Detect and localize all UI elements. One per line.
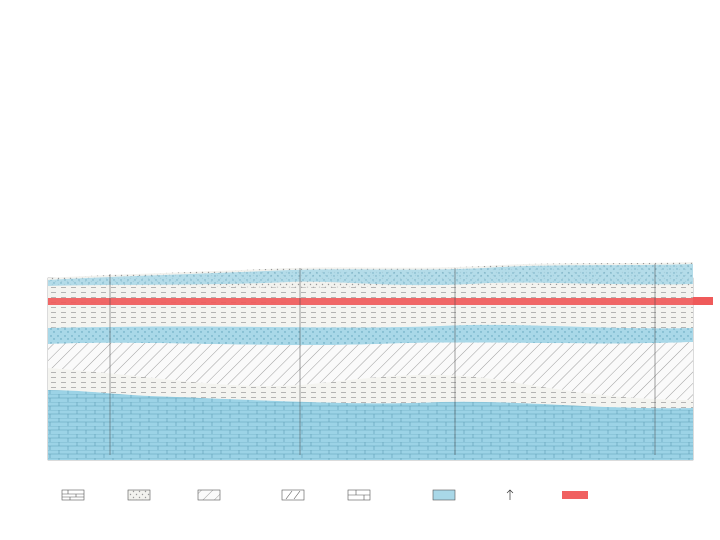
legend [62, 490, 588, 500]
geological-section-drawing [0, 250, 720, 540]
legend-item-loam [198, 490, 220, 500]
clay-layer [48, 305, 693, 328]
legend-item-limestone [348, 490, 370, 500]
soil-layers [48, 262, 693, 460]
tunnel-mark-tag [693, 297, 713, 305]
legend-item-head-pressure [507, 490, 513, 500]
legend-item-sand [128, 490, 150, 500]
legend-item-peat [62, 490, 84, 500]
designed-placement-contour [48, 298, 693, 305]
paragraph-1 [18, 62, 702, 84]
body-text [18, 62, 702, 107]
middle-watered-bed [48, 325, 693, 345]
legend-item-watered-bed [433, 490, 455, 500]
paragraph-2 [18, 84, 702, 106]
geological-section-figure [0, 250, 720, 540]
legend-item-clay [282, 490, 304, 500]
legend-item-designed-placement [562, 491, 588, 499]
